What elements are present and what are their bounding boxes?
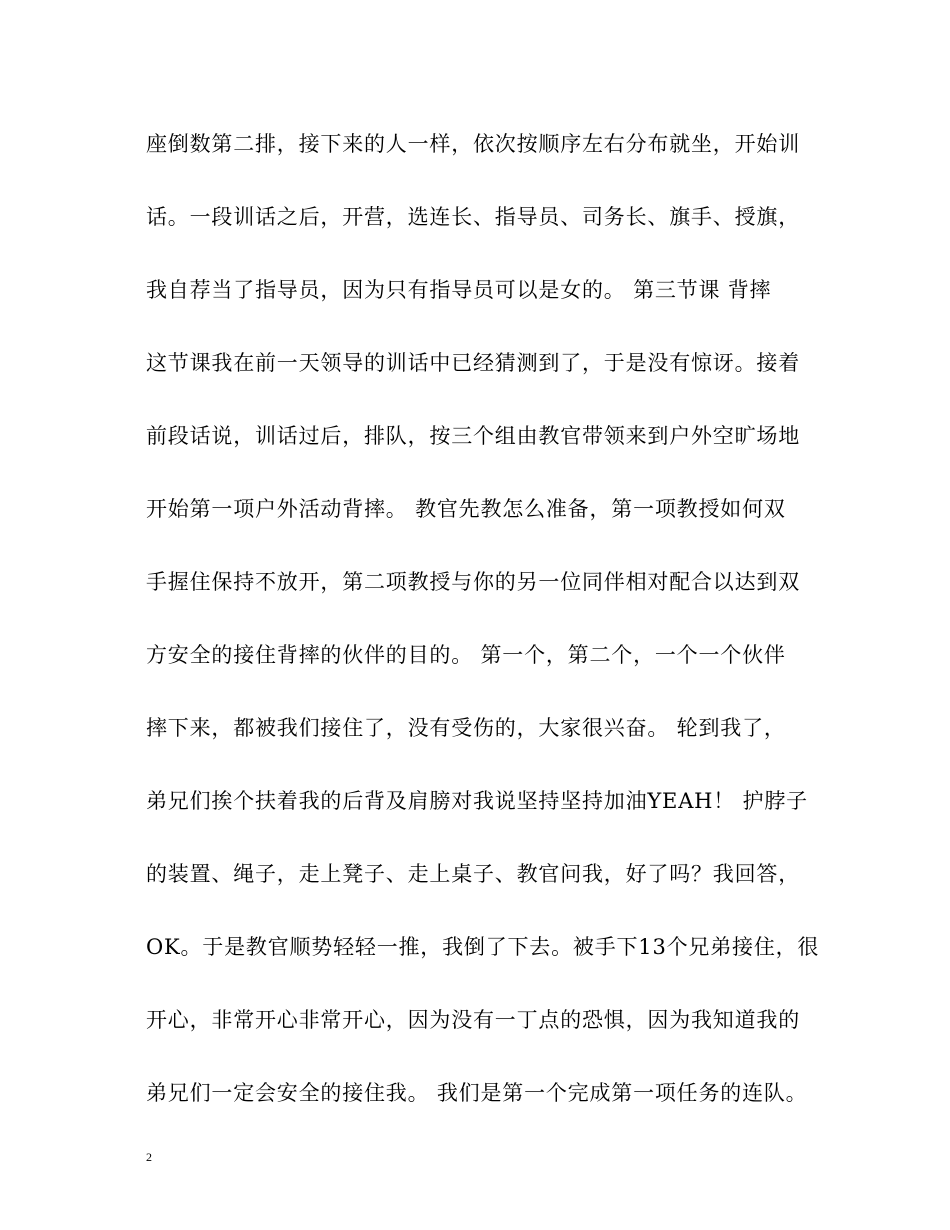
text-line: 话。一段训话之后，开营，选连长、指导员、司务长、旗手、授旗， <box>146 205 800 229</box>
page-number: 2 <box>146 1150 152 1164</box>
text-line: 座倒数第二排，接下来的人一样，依次按顺序左右分布就坐，开始训 <box>146 132 800 156</box>
text-line: 弟兄们一定会安全的接住我。 我们是第一个完成第一项任务的连队。 <box>146 1081 808 1105</box>
text-line: 我自荐当了指导员，因为只有指导员可以是女的。 第三节课 背摔 <box>146 278 772 302</box>
text-line: 的装置、绳子，走上凳子、走上桌子、教官问我，好了吗？我回答， <box>146 862 800 886</box>
text-line: 手握住保持不放开，第二项教授与你的另一位同伴相对配合以达到双 <box>146 570 800 594</box>
text-line: 开心，非常开心非常开心，因为没有一丁点的恐惧，因为我知道我的 <box>146 1008 800 1032</box>
text-line: 摔下来，都被我们接住了，没有受伤的，大家很兴奋。 轮到我了， <box>146 716 786 740</box>
text-line: 前段话说，训话过后，排队，按三个组由教官带领来到户外空旷场地 <box>146 424 800 448</box>
text-line: 方安全的接住背摔的伙伴的目的。 第一个，第二个，一个一个伙伴 <box>146 643 786 667</box>
text-line: 开始第一项户外活动背摔。 教官先教怎么准备，第一项教授如何双 <box>146 497 786 521</box>
text-line: OK。于是教官顺势轻轻一推，我倒了下去。被手下13个兄弟接住，很 <box>146 935 820 959</box>
text-line: 弟兄们挨个扶着我的后背及肩膀对我说坚持坚持加油YEAH！ 护脖子 <box>146 789 808 813</box>
text-line: 这节课我在前一天领导的训话中已经猜测到了，于是没有惊讶。接着 <box>146 351 800 375</box>
